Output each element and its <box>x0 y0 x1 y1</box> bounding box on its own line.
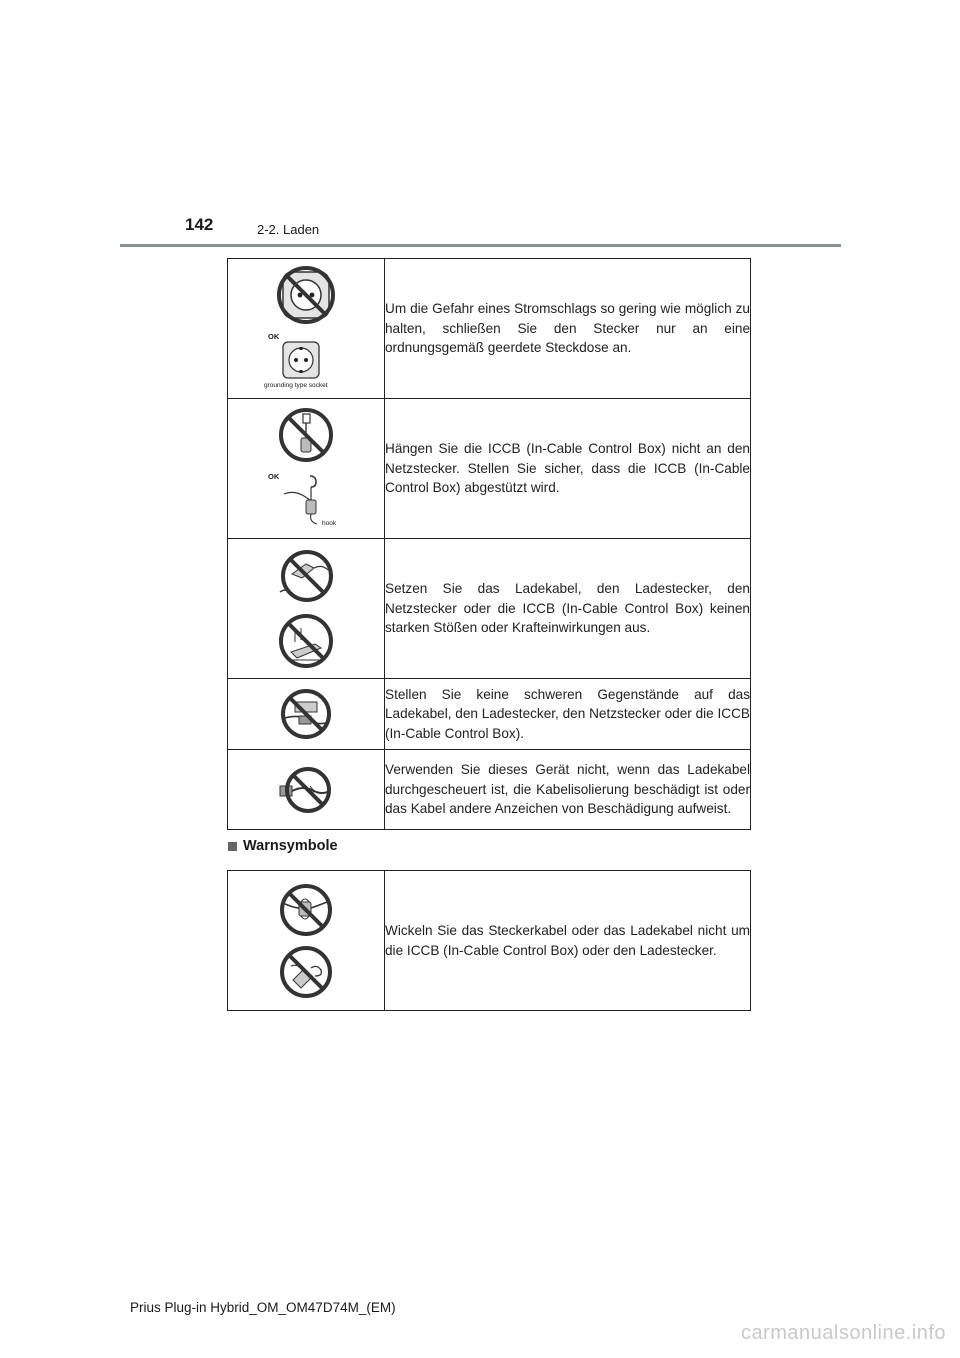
warning-text: Verwenden Sie dieses Gerät nicht, wenn das Ladekabel durchgescheuert ist, die Kabelisolierung beschädigt ist oder das Kabel andere Anzeichen von Beschädigung aufweist. <box>385 750 751 830</box>
hook-caption: hook <box>322 519 337 527</box>
warning-row <box>228 539 751 679</box>
warning-row <box>228 871 751 1011</box>
warning-row <box>228 259 751 399</box>
ok-hook-icon <box>280 472 330 526</box>
page-number: 142 <box>185 215 214 234</box>
warning-text: Um die Gefahr eines Stromschlags so gering wie möglich zu halten, schließen Sie den Stecker nur an eine ordnungsgemäß geerdete Steckdose an. <box>385 259 751 399</box>
grounding-socket-icon <box>281 340 321 380</box>
warning-row <box>228 750 751 830</box>
warnsymbole-heading: Warnsymbole <box>228 838 338 854</box>
ok-label: OK <box>268 471 280 481</box>
warning-text: Hängen Sie die ICCB (In-Cable Control Box) nicht an den Netzstecker. Stellen Sie sicher, dass die ICCB (In-Cable Control Box) abgestützt wird. <box>385 399 751 539</box>
footer-doc-id: Prius Plug-in Hybrid_OM_OM47D74M_(EM) <box>130 1300 396 1315</box>
warning-text: Setzen Sie das Ladekabel, den Ladestecker, den Netzstecker oder die ICCB (In-Cable Control Box) keinen starken Stößen oder Krafteinwirkungen aus. <box>385 539 751 679</box>
no-dropping-icon <box>276 548 336 606</box>
ok-label: OK <box>268 331 280 341</box>
no-damaged-cable-icon <box>276 766 336 814</box>
bullet-square-icon <box>228 842 237 851</box>
no-impact-icon <box>277 612 335 670</box>
warning-row <box>228 679 751 750</box>
watermark: carmanualsonline.info <box>740 1322 946 1344</box>
warning-row <box>228 399 751 539</box>
warning-text: Wickeln Sie das Steckerkabel oder das Ladekabel nicht um die ICCB (In-Cable Control Box) oder den Ladestecker. <box>385 871 751 1011</box>
grounding-socket-caption: grounding type socket <box>264 381 328 389</box>
no-wrapping-iccb-icon <box>277 882 335 938</box>
warning-table <box>227 258 751 830</box>
no-wrapping-connector-icon <box>277 944 335 1000</box>
section-title: 2-2. Laden <box>257 222 320 237</box>
no-heavy-objects-icon <box>277 688 335 740</box>
warning-text: Stellen Sie keine schweren Gegenstände auf das Ladekabel, den Ladestecker, den Netzstecker oder die ICCB (In-Cable Control Box). <box>385 679 751 750</box>
no-socket-icon <box>275 264 337 326</box>
no-hanging-iccb-icon <box>277 406 335 464</box>
warning-symbols-table <box>227 870 751 1011</box>
header-divider <box>120 244 841 247</box>
